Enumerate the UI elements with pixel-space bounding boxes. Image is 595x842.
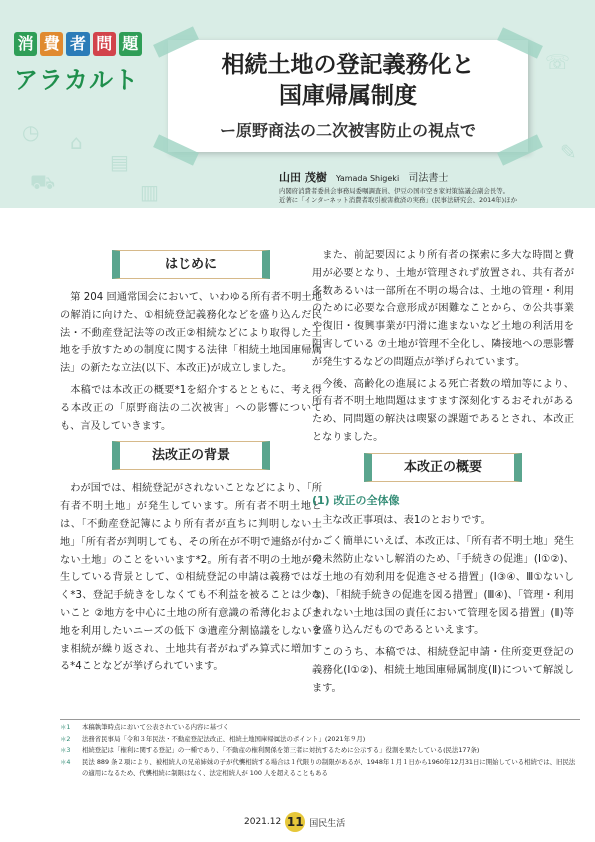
paragraph: 主な改正事項は、表1のとおりです。	[322, 514, 491, 526]
series-char: 費	[40, 32, 63, 56]
footnote: ＊3 相続登記は「権利に関する登記」の一種であり、「不動産の権利関係を第三者に対抗するために公示する」役割を果たしている(民法177条)	[60, 746, 480, 754]
left-column	[60, 244, 322, 680]
right-column	[312, 247, 574, 702]
footer-date: 2021.12	[244, 817, 282, 827]
series-label: アラカルト	[14, 66, 139, 94]
paragraph: このうち、本稿では、相続登記申請・住所変更登記の義務化(Ⅰ①②)、相続土地国庫帰属制度(Ⅱ)について解説します。	[312, 647, 574, 694]
author-name-en: Yamada Shigeki	[336, 174, 400, 183]
book-icon: ▥	[140, 180, 159, 204]
section-heading: はじめに	[112, 250, 270, 279]
footnotes	[60, 719, 580, 780]
author-block	[279, 169, 584, 205]
footnote: ＊1 本稿執筆時点において公表されている内容に基づく	[60, 723, 229, 731]
author-name: 山田 茂樹	[279, 171, 327, 184]
page-footer	[244, 812, 345, 832]
footnote: ＊4 民法 889 条２項により、被相続人の兄弟姉妹の子が代襲相続する場合は１代限りの制限があるが、1948年１月１日から1960年12月31日に開始している相続では、旧民法の適用になるため、代襲相続に制限はなく、法定相続人が 100 人を超えることもある	[60, 757, 576, 777]
page-number: 11	[285, 812, 305, 832]
paragraph: わが国では、相続登記がされないことなどにより、「所有者不明土地」が発生しています。所有者不明土地とは、「不動産登記簿により所有者が直ちに判明しない土地」「所有者が判明しても、その所在が不明で連絡が付かない土地」のことをいいます*2。所有者不明の土地が発生している背景として、①相続登記の申請は義務ではなく*3、登記手続きをしなくても不利益を被ることは少ないこと ②地方を中心に土地の所有意識の希薄化および土地を利用したいニーズの低下 ③遺産分割協議をしないまま相続が繰り返され、土地共有者がねずみ算式に増加する*4ことなどが挙げられています。	[60, 483, 322, 673]
page-title: 相続土地の登記義務化と 国庫帰属制度	[221, 52, 475, 109]
series-char: 題	[119, 32, 142, 56]
title-box	[168, 40, 528, 152]
paragraph: 第 204 回通常国会において、いわゆる所有者不明土地の解消に向けた、①相続登記義務化などを盛り込んだ民法・不動産登記法等の改正②相続などにより取得した土地を手放すための制度に関する法律「相続土地国庫帰属法」の新たな立法(以下、本改正)が成立しました。	[60, 292, 322, 375]
page-subtitle: ー原野商法の二次被害防止の視点で	[219, 121, 476, 140]
footnote: ＊2 法務省民事局「令和３年民法・不動産登記法改正、相続土地国庫帰属法のポイント」(2021年９月)	[60, 734, 366, 743]
subsection-heading: (1) 改正の全体像	[312, 493, 400, 507]
document-icon: ▤	[110, 150, 129, 174]
cart-icon: ⛟	[30, 170, 56, 194]
series-logo	[14, 32, 142, 95]
series-char: 者	[66, 32, 89, 56]
paragraph: ごく簡単にいえば、本改正は、「所有者不明土地」発生の未然防止ないし解消のため、「手続きの促進」(Ⅰ①②)、「土地の有効利用を促進させる措置」(Ⅰ③④、Ⅲ①ないし③)、「相続手続きの促進を図る措置」(Ⅲ④)、「管理・利用されない土地は国の責任において管理を図る措置」(Ⅱ)等を盛り込んだものであるといえます。	[312, 536, 574, 637]
paragraph: 本稿では本改正の概要*1を紹介するとともに、考え得る本改正の「原野商法の二次被害」への影響についても、言及していきます。	[60, 384, 322, 432]
house-icon: ⌂	[70, 130, 83, 154]
section-heading: 本改正の概要	[364, 453, 522, 482]
clock-icon: ◷	[22, 120, 40, 144]
series-char: 問	[93, 32, 116, 56]
pen-icon: ✎	[560, 140, 577, 164]
series-char: 消	[14, 32, 37, 56]
section-heading: 法改正の背景	[112, 441, 270, 470]
phone-icon: ☏	[545, 50, 571, 74]
author-bio: 内閣府消費者委員会事務局委嘱調査員、伊豆の国市空き家対策協議会副会長等。 近著に「インターネット消費者取引被害救済の実務」(民事法研究会、2014年)ほか	[279, 187, 517, 204]
paragraph: 今後、高齢化の進展による死亡者数の増加等により、所有者不明土地問題はますます深刻化するおそれがあるため、同問題の解決は喫緊の課題であるとされ、本改正となりました。	[312, 378, 574, 443]
author-role: 司法書士	[408, 173, 449, 184]
magazine-name: 国民生活	[309, 818, 346, 829]
paragraph: また、前記要因により所有者の探索に多大な時間と費用が必要となり、土地が管理されず放置され、共有者が多数あるいは一部所在不明の場合は、土地の管理・利用のために必要な合意形成が困難なことから、⑦公共事業や復旧・復興事業が円滑に進まないなど土地の利活用を阻害している ⑦土地が管理不全化し、隣接地への悪影響が発生するなどの問題点が挙げられています。	[312, 250, 574, 368]
